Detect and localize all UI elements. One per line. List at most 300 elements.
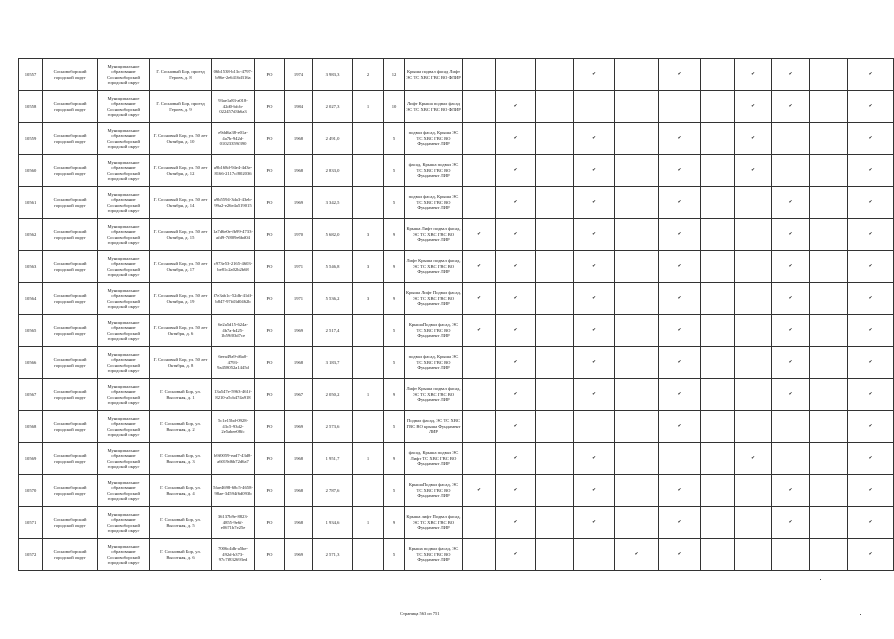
check-mark-icon: ✔	[592, 231, 596, 237]
work-mark-cell	[659, 539, 701, 571]
cell-locality: Сосновоборский городской округ	[43, 507, 98, 539]
cell-type: РО	[255, 539, 285, 571]
work-mark-cell	[848, 283, 894, 315]
cell-id: 10564	[19, 283, 43, 315]
cell-type: РО	[255, 123, 285, 155]
table-row	[19, 187, 894, 219]
cell-floors: 5	[384, 539, 405, 571]
cell-entrances: 2	[353, 59, 384, 91]
check-mark-icon: ✔	[868, 551, 873, 557]
work-mark-cell	[574, 507, 615, 539]
check-mark-icon: ✔	[513, 391, 518, 397]
check-mark-icon: ✔	[868, 71, 873, 77]
work-mark-cell	[536, 155, 574, 187]
cell-area: 2 517,4	[313, 315, 353, 347]
cell-work: подвал фасад, Крыша ЭС ТС ХВС ГВС ВО Фундамент ЛИР	[405, 123, 463, 155]
work-mark-cell	[772, 475, 810, 507]
check-mark-icon: ✔	[788, 103, 793, 109]
cell-locality: Сосновоборский городской округ	[43, 379, 98, 411]
cell-municipality: Муниципальное образование Сосновоборский городской округ	[98, 347, 150, 379]
cell-address: Г. Сосновый Бор, ул. Высотная, д. 5	[150, 507, 212, 539]
cell-floors: 9	[384, 379, 405, 411]
work-mark-cell	[615, 411, 659, 443]
check-mark-icon: ✔	[677, 391, 682, 397]
work-mark-cell	[659, 347, 701, 379]
cell-guid: e9dd6a38-e01a-4a7b-942d-01023359f390	[212, 123, 255, 155]
work-mark-cell	[735, 59, 772, 91]
work-mark-cell	[772, 91, 810, 123]
check-mark-icon: ✔	[513, 103, 518, 109]
cell-work: Крыша лифт Подвал фасад, ЭС ТС ХВС ГВС ВО Фундамент ЛИР	[405, 507, 463, 539]
check-mark-icon: ✔	[513, 423, 518, 429]
work-mark-cell	[735, 411, 772, 443]
check-mark-icon: ✔	[513, 327, 518, 333]
check-mark-icon: ✔	[592, 199, 596, 205]
work-mark-cell	[659, 507, 701, 539]
check-mark-icon: ✔	[868, 327, 873, 333]
work-mark-cell	[659, 91, 701, 123]
check-mark-icon: ✔	[677, 167, 682, 173]
work-mark-cell	[615, 219, 659, 251]
work-mark-cell	[496, 507, 536, 539]
work-mark-cell	[574, 187, 615, 219]
check-mark-icon: ✔	[477, 263, 481, 269]
cell-floors: 5	[384, 187, 405, 219]
check-mark-icon: ✔	[513, 167, 518, 173]
cell-municipality: Муниципальное образование Сосновоборский городской округ	[98, 475, 150, 507]
cell-locality: Сосновоборский городской округ	[43, 251, 98, 283]
work-mark-cell	[810, 91, 848, 123]
cell-area: 2 833,0	[313, 155, 353, 187]
cell-municipality: Муниципальное образование Сосновоборский городской округ	[98, 187, 150, 219]
cell-address: Г. Сосновый Бор, ул. 50 лет Октября, д. 19	[150, 283, 212, 315]
work-mark-cell	[701, 59, 735, 91]
cell-work: подвал фасад, Крыша ЭС ТС ХВС ГВС ВО Фундамент ЛИР	[405, 347, 463, 379]
work-mark-cell	[574, 155, 615, 187]
work-mark-cell	[536, 251, 574, 283]
cell-municipality: Муниципальное образование Сосновоборский городской округ	[98, 155, 150, 187]
work-mark-cell	[735, 507, 772, 539]
work-mark-cell	[735, 379, 772, 411]
check-mark-icon: ✔	[677, 359, 682, 365]
work-mark-cell	[772, 123, 810, 155]
cell-type: РО	[255, 475, 285, 507]
work-mark-cell	[496, 155, 536, 187]
cell-floors: 5	[384, 475, 405, 507]
work-mark-cell	[574, 251, 615, 283]
cell-year: 1969	[285, 315, 313, 347]
work-mark-cell	[574, 91, 615, 123]
cell-locality: Сосновоборский городской округ	[43, 91, 98, 123]
work-mark-cell	[615, 283, 659, 315]
work-mark-cell	[496, 315, 536, 347]
cell-entrances: 1	[353, 91, 384, 123]
work-mark-cell	[496, 219, 536, 251]
work-mark-cell	[772, 347, 810, 379]
check-mark-icon: ✔	[513, 487, 518, 493]
check-mark-icon: ✔	[477, 487, 481, 493]
work-mark-cell	[848, 539, 894, 571]
cell-area: 2 573,6	[313, 411, 353, 443]
cell-year: 1968	[285, 443, 313, 475]
work-mark-cell	[701, 379, 735, 411]
cell-work: Лифт Крыша подвал фасад ЭС ТС ХВС ГВС ВО ФЛИР	[405, 91, 463, 123]
cell-entrances: 3	[353, 219, 384, 251]
cell-guid: 6eea49a9-d6a0-4793-9a458052a1445d	[212, 347, 255, 379]
cell-type: РО	[255, 187, 285, 219]
work-mark-cell	[496, 411, 536, 443]
cell-id: 10559	[19, 123, 43, 155]
work-mark-cell	[574, 379, 615, 411]
check-mark-icon: ✔	[788, 263, 793, 269]
cell-floors: 9	[384, 251, 405, 283]
cell-locality: Сосновоборский городской округ	[43, 283, 98, 315]
cell-municipality: Муниципальное образование Сосновоборский городской округ	[98, 507, 150, 539]
check-mark-icon: ✔	[677, 231, 682, 237]
check-mark-icon: ✔	[592, 391, 596, 397]
check-mark-icon: ✔	[677, 423, 682, 429]
cell-work: Крыша подвал фасад, ЭС ТС ХВС ГВС ВО Фундамент ЛИР	[405, 539, 463, 571]
check-mark-icon: ✔	[592, 71, 596, 77]
cell-floors: 9	[384, 283, 405, 315]
work-mark-cell	[463, 379, 496, 411]
cell-municipality: Муниципальное образование Сосновоборский городской округ	[98, 283, 150, 315]
cell-address: Г. Сосновый Бор, проезд Героев, д. 9	[150, 91, 212, 123]
check-mark-icon: ✔	[513, 519, 518, 525]
work-mark-cell	[810, 59, 848, 91]
cell-year: 1970	[285, 219, 313, 251]
work-mark-cell	[659, 59, 701, 91]
work-mark-cell	[659, 475, 701, 507]
work-mark-cell	[574, 219, 615, 251]
cell-locality: Сосновоборский городской округ	[43, 475, 98, 507]
cell-id: 10561	[19, 187, 43, 219]
cell-type: РО	[255, 379, 285, 411]
work-mark-cell	[772, 219, 810, 251]
table-row	[19, 347, 894, 379]
work-mark-cell	[463, 347, 496, 379]
cell-year: 1968	[285, 155, 313, 187]
cell-locality: Сосновоборский городской округ	[43, 539, 98, 571]
cell-type: РО	[255, 91, 285, 123]
check-mark-icon: ✔	[868, 199, 873, 205]
cell-type: РО	[255, 219, 285, 251]
check-mark-icon: ✔	[788, 231, 793, 237]
scan-speck	[860, 614, 861, 615]
work-mark-cell	[536, 219, 574, 251]
work-mark-cell	[772, 59, 810, 91]
cell-id: 10560	[19, 155, 43, 187]
work-mark-cell	[735, 347, 772, 379]
cell-guid: a9b5594-3da3-43eb-99a2-e26e4a519015	[212, 187, 255, 219]
work-mark-cell	[615, 315, 659, 347]
work-mark-cell	[496, 283, 536, 315]
work-mark-cell	[496, 123, 536, 155]
work-mark-cell	[735, 91, 772, 123]
work-mark-cell	[615, 443, 659, 475]
check-mark-icon: ✔	[677, 327, 682, 333]
check-mark-icon: ✔	[677, 487, 682, 493]
work-mark-cell	[574, 347, 615, 379]
work-mark-cell	[463, 283, 496, 315]
work-mark-cell	[496, 91, 536, 123]
check-mark-icon: ✔	[592, 359, 596, 365]
check-mark-icon: ✔	[592, 263, 596, 269]
cell-locality: Сосновоборский городской округ	[43, 187, 98, 219]
cell-area: 1 934,6	[313, 507, 353, 539]
work-mark-cell	[496, 475, 536, 507]
cell-entrances	[353, 411, 384, 443]
work-mark-cell	[701, 507, 735, 539]
cell-guid: 13a547e-5963-461f-8210-a5cb474a918	[212, 379, 255, 411]
work-mark-cell	[701, 187, 735, 219]
work-mark-cell	[463, 187, 496, 219]
work-mark-cell	[536, 475, 574, 507]
cell-floors: 9	[384, 507, 405, 539]
cell-entrances: 3	[353, 251, 384, 283]
cell-id: 10566	[19, 347, 43, 379]
cell-work: Подвал фасад, ЭС ТС ХВС ГВС ВО крыша Фундамент ЛИР	[405, 411, 463, 443]
cell-locality: Сосновоборский городской округ	[43, 219, 98, 251]
work-mark-cell	[615, 507, 659, 539]
cell-municipality: Муниципальное образование Сосновоборский городской округ	[98, 251, 150, 283]
check-mark-icon: ✔	[868, 167, 873, 173]
work-mark-cell	[772, 443, 810, 475]
cell-municipality: Муниципальное образование Сосновоборский городской округ	[98, 379, 150, 411]
table-row	[19, 91, 894, 123]
cell-area: 5 682,0	[313, 219, 353, 251]
cell-area: 2 491,0	[313, 123, 353, 155]
cell-work: Лифт Крыша подвал фасад, ЭС ТС ХВС ГВС ВО Фундамент ЛИР	[405, 379, 463, 411]
check-mark-icon: ✔	[868, 295, 873, 301]
work-mark-cell	[496, 59, 536, 91]
cell-year: 1968	[285, 347, 313, 379]
work-mark-cell	[536, 187, 574, 219]
cell-municipality: Муниципальное образование Сосновоборский городской округ	[98, 443, 150, 475]
cell-address: Г. Сосновый Бор, ул. Высотная, д. 6	[150, 539, 212, 571]
check-mark-icon: ✔	[592, 487, 596, 493]
work-mark-cell	[848, 443, 894, 475]
cell-year: 1969	[285, 411, 313, 443]
work-mark-cell	[701, 283, 735, 315]
work-mark-cell	[772, 379, 810, 411]
work-mark-cell	[615, 251, 659, 283]
check-mark-icon: ✔	[513, 135, 518, 141]
cell-address: Г. Сосновый Бор, ул. Высотная, д. 2	[150, 411, 212, 443]
cell-guid: a9b168d-94e4-4d3e-8166-2117cf802036	[212, 155, 255, 187]
check-mark-icon: ✔	[513, 231, 518, 237]
work-mark-cell	[772, 539, 810, 571]
cell-locality: Сосновоборский городской округ	[43, 347, 98, 379]
check-mark-icon: ✔	[868, 455, 873, 461]
cell-address: Г. Сосновый Бор, ул. 50 лет Октября, д. 6	[150, 315, 212, 347]
work-mark-cell	[848, 475, 894, 507]
work-mark-cell	[463, 59, 496, 91]
work-mark-cell	[848, 91, 894, 123]
work-mark-cell	[659, 219, 701, 251]
check-mark-icon: ✔	[868, 103, 873, 109]
cell-locality: Сосновоборский городской округ	[43, 123, 98, 155]
check-mark-icon: ✔	[751, 167, 755, 173]
work-mark-cell	[701, 251, 735, 283]
work-mark-cell	[848, 59, 894, 91]
check-mark-icon: ✔	[788, 295, 793, 301]
cell-area: 5 536,2	[313, 283, 353, 315]
work-mark-cell	[615, 379, 659, 411]
work-mark-cell	[659, 187, 701, 219]
work-mark-cell	[615, 475, 659, 507]
cell-year: 1968	[285, 507, 313, 539]
work-mark-cell	[463, 443, 496, 475]
cell-area: 5 546,8	[313, 251, 353, 283]
work-mark-cell	[701, 315, 735, 347]
work-mark-cell	[772, 507, 810, 539]
work-mark-cell	[810, 347, 848, 379]
cell-type: РО	[255, 411, 285, 443]
work-mark-cell	[659, 155, 701, 187]
work-mark-cell	[615, 91, 659, 123]
cell-id: 10558	[19, 91, 43, 123]
work-mark-cell	[536, 59, 574, 91]
cell-id: 10570	[19, 475, 43, 507]
cell-locality: Сосновоборский городской округ	[43, 411, 98, 443]
cell-type: РО	[255, 315, 285, 347]
cell-entrances: 3	[353, 283, 384, 315]
work-mark-cell	[463, 315, 496, 347]
cell-type: РО	[255, 251, 285, 283]
work-mark-cell	[463, 507, 496, 539]
work-mark-cell	[810, 123, 848, 155]
check-mark-icon: ✔	[677, 135, 682, 141]
cell-type: РО	[255, 59, 285, 91]
table-row	[19, 123, 894, 155]
cell-type: РО	[255, 347, 285, 379]
cell-entrances: 1	[353, 507, 384, 539]
cell-year: 1969	[285, 187, 313, 219]
work-mark-cell	[701, 91, 735, 123]
work-mark-cell	[772, 251, 810, 283]
table-row	[19, 379, 894, 411]
cell-work: фасад, Крыша подвал ЭС Лифт ТС ХВС ГВС ВО Фундамент ЛИР	[405, 443, 463, 475]
work-mark-cell	[659, 379, 701, 411]
work-mark-cell	[496, 347, 536, 379]
check-mark-icon: ✔	[592, 167, 596, 173]
work-mark-cell	[615, 155, 659, 187]
table-row	[19, 283, 894, 315]
cell-address: Г. Сосновый Бор, ул. Высотная, д. 4	[150, 475, 212, 507]
cell-address: Г. Сосновый Бор, ул. 50 лет Октября, д. 12	[150, 155, 212, 187]
cell-guid: 93ae1a83-a018-42d0-bfcb-022457d3b6a3	[212, 91, 255, 123]
check-mark-icon: ✔	[677, 519, 682, 525]
work-mark-cell	[659, 443, 701, 475]
work-mark-cell	[735, 475, 772, 507]
cell-entrances	[353, 347, 384, 379]
work-mark-cell	[810, 443, 848, 475]
cell-municipality: Муниципальное образование Сосновоборский городской округ	[98, 539, 150, 571]
work-mark-cell	[496, 187, 536, 219]
work-mark-cell	[574, 475, 615, 507]
check-mark-icon: ✔	[751, 135, 755, 141]
work-mark-cell	[772, 315, 810, 347]
work-mark-cell	[536, 379, 574, 411]
work-mark-cell	[735, 219, 772, 251]
cell-type: РО	[255, 155, 285, 187]
cell-work: Крыша подвал фасад Лифт ЭС ТС ХВС ГВС ВО ФЛИР	[405, 59, 463, 91]
work-mark-cell	[496, 539, 536, 571]
cell-guid: 1a7d6e0e-fb99-4733-afd9-7f809e6bd04	[212, 219, 255, 251]
cell-area: 2 787,6	[313, 475, 353, 507]
work-mark-cell	[574, 315, 615, 347]
work-mark-cell	[701, 123, 735, 155]
work-mark-cell	[810, 507, 848, 539]
cell-municipality: Муниципальное образование Сосновоборский городской округ	[98, 411, 150, 443]
work-mark-cell	[735, 283, 772, 315]
work-mark-cell	[615, 539, 659, 571]
cell-entrances	[353, 315, 384, 347]
work-mark-cell	[810, 219, 848, 251]
work-mark-cell	[659, 283, 701, 315]
work-mark-cell	[536, 283, 574, 315]
work-mark-cell	[848, 123, 894, 155]
cell-locality: Сосновоборский городской округ	[43, 155, 98, 187]
work-mark-cell	[810, 539, 848, 571]
cell-year: 1984	[285, 91, 313, 123]
check-mark-icon: ✔	[592, 455, 596, 461]
cell-locality: Сосновоборский городской округ	[43, 315, 98, 347]
work-mark-cell	[810, 187, 848, 219]
cell-type: РО	[255, 443, 285, 475]
check-mark-icon: ✔	[513, 263, 518, 269]
cell-area: 3 342,5	[313, 187, 353, 219]
cell-id: 10562	[19, 219, 43, 251]
scan-speck	[820, 579, 821, 580]
cell-address: Г. Сосновый Бор, ул. Высотная, д. 1	[150, 379, 212, 411]
cell-area: 2 050,2	[313, 379, 353, 411]
check-mark-icon: ✔	[868, 391, 873, 397]
cell-municipality: Муниципальное образование Сосновоборский городской округ	[98, 59, 150, 91]
cell-work: подвал фасад, Крыша ЭС ТС ХВС ГВС ВО Фундамент ЛИР	[405, 187, 463, 219]
work-mark-cell	[848, 507, 894, 539]
work-mark-cell	[659, 123, 701, 155]
cell-work: фасад, Крыша подвал ЭС ТС ХВС ГВС ВО Фундамент ЛИР	[405, 155, 463, 187]
cell-id: 10563	[19, 251, 43, 283]
table-row	[19, 443, 894, 475]
work-mark-cell	[772, 187, 810, 219]
cell-entrances	[353, 187, 384, 219]
work-mark-cell	[848, 411, 894, 443]
check-mark-icon: ✔	[868, 231, 873, 237]
check-mark-icon: ✔	[513, 359, 518, 365]
cell-area: 2 571,3	[313, 539, 353, 571]
cell-area: 2 027,3	[313, 91, 353, 123]
work-mark-cell	[536, 91, 574, 123]
work-mark-cell	[536, 507, 574, 539]
check-mark-icon: ✔	[634, 551, 639, 557]
work-mark-cell	[463, 123, 496, 155]
work-mark-cell	[701, 475, 735, 507]
work-mark-cell	[701, 155, 735, 187]
check-mark-icon: ✔	[788, 71, 793, 77]
work-mark-cell	[463, 91, 496, 123]
table-row	[19, 59, 894, 91]
check-mark-icon: ✔	[788, 487, 793, 493]
cell-year: 1967	[285, 379, 313, 411]
work-mark-cell	[848, 347, 894, 379]
work-mark-cell	[574, 283, 615, 315]
cell-entrances	[353, 123, 384, 155]
check-mark-icon: ✔	[677, 295, 682, 301]
work-mark-cell	[735, 251, 772, 283]
